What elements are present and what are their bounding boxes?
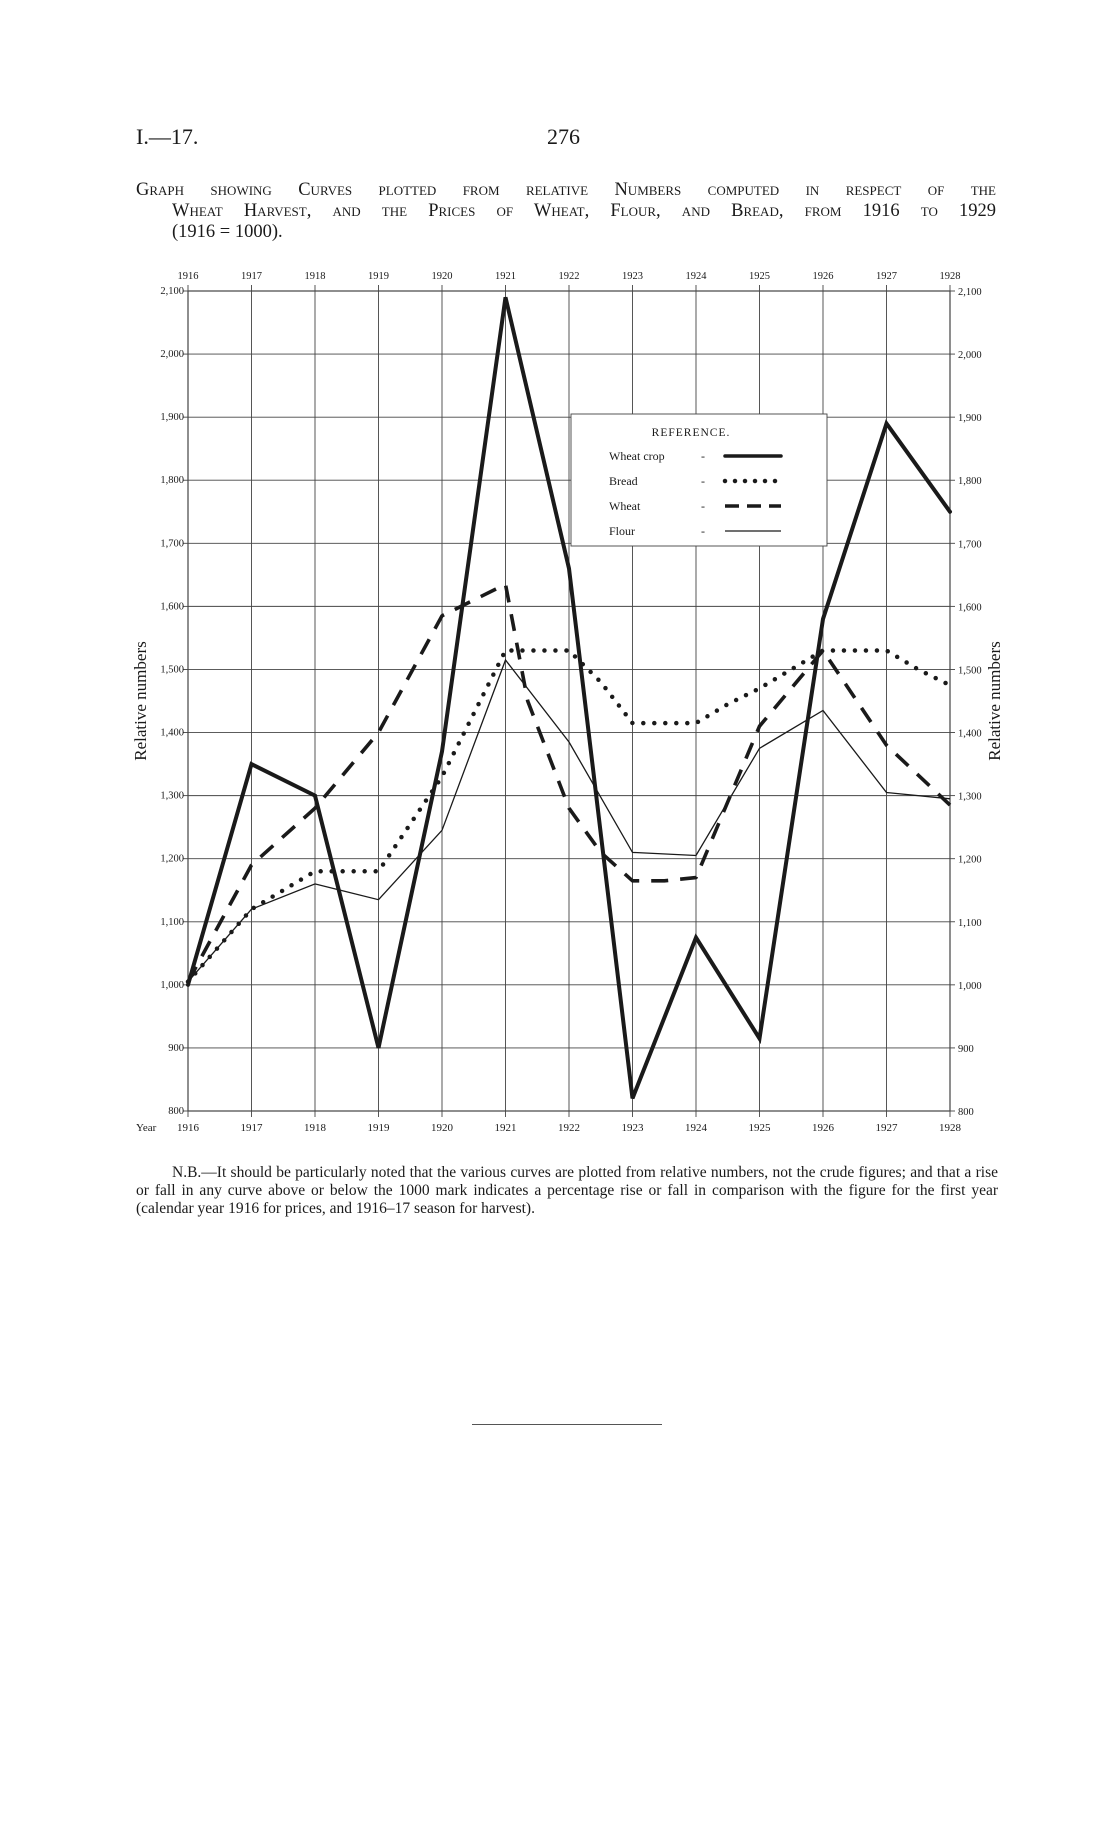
y-tick-label-right: 2,100 — [958, 287, 982, 298]
legend-dash: - — [701, 449, 705, 463]
y-tick-label-right: 1,100 — [958, 917, 982, 929]
y-tick-label-left: 2,100 — [160, 286, 184, 297]
page-number: 276 — [547, 124, 580, 149]
x-tick-label-bottom: 1925 — [748, 1122, 771, 1134]
title-line-3: (1916 = 1000). — [172, 222, 283, 242]
y-tick-label-left: 800 — [168, 1106, 184, 1117]
y-tick-label-right: 1,500 — [958, 665, 982, 677]
y-tick-label-right: 1,400 — [958, 728, 982, 740]
legend-dash: - — [701, 499, 705, 513]
title-line-1: Graph showing Curves plotted from relative Numbers computed in respect of the — [136, 180, 997, 200]
footnote: N.B.—It should be particularly noted that the various curves are plotted from relative numbers, not the crude figures; and that a rise or fall in any curve above or below the 1000 mark indicates a percentage rise or fall in comparison with the figure for the first year (calendar year 1916 for prices, and 1916–17 season for harvest). — [136, 1164, 998, 1217]
x-tick-label-bottom: 1923 — [621, 1122, 644, 1134]
y-tick-label-left: 1,200 — [160, 853, 184, 865]
y-tick-label-left: 1,300 — [160, 790, 184, 802]
y-tick-label-right: 1,800 — [958, 476, 982, 488]
x-tick-label-top: 1924 — [685, 271, 707, 282]
x-tick-label-bottom: 1922 — [558, 1122, 580, 1134]
y-tick-label-right: 1,900 — [958, 413, 982, 425]
y-tick-label-left: 1,700 — [160, 538, 184, 550]
x-tick-label-top: 1919 — [368, 271, 389, 282]
x-tick-label-bottom: 1927 — [875, 1122, 898, 1134]
x-tick-label-top: 1921 — [495, 271, 516, 282]
y-tick-label-right: 1,200 — [958, 854, 982, 866]
x-tick-label-bottom: 1919 — [367, 1122, 390, 1134]
x-tick-label-bottom: 1928 — [939, 1122, 961, 1134]
y-tick-label-right: 1,600 — [958, 602, 982, 614]
x-tick-label-top: 1918 — [304, 271, 326, 282]
x-tick-label-bottom: 1926 — [812, 1122, 834, 1134]
y-tick-label-left: 1,400 — [160, 727, 184, 739]
x-tick-label-top: 1925 — [749, 271, 770, 282]
y-tick-label-right: 800 — [958, 1107, 974, 1118]
x-tick-label-top: 1917 — [241, 271, 262, 282]
x-tick-label-bottom: 1921 — [494, 1122, 517, 1134]
legend-label: Bread — [609, 474, 638, 488]
y-axis-label-left: Relative numbers — [131, 641, 150, 761]
end-rule — [472, 1424, 662, 1425]
y-tick-label-right: 1,300 — [958, 791, 982, 803]
y-tick-label-right: 1,700 — [958, 539, 982, 551]
x-tick-label-top: 1922 — [558, 271, 580, 282]
x-tick-label-top: 1920 — [431, 271, 453, 282]
legend-dash: - — [701, 524, 705, 538]
x-tick-label-bottom: 1916 — [177, 1122, 199, 1134]
x-tick-label-bottom: 1917 — [240, 1122, 263, 1134]
y-tick-label-left: 2,000 — [160, 349, 184, 361]
y-axis-label-right: Relative numbers — [985, 641, 1004, 761]
legend-label: Wheat crop — [609, 449, 665, 463]
y-tick-label-left: 1,500 — [160, 664, 184, 676]
y-tick-label-left: 1,600 — [160, 601, 184, 613]
y-tick-label-right: 900 — [958, 1043, 974, 1055]
y-tick-label-left: 1,100 — [160, 916, 184, 928]
x-tick-label-top: 1916 — [177, 271, 199, 282]
x-axis-prefix: Year — [136, 1122, 157, 1134]
y-tick-label-left: 1,800 — [160, 475, 184, 487]
legend-label: Wheat — [609, 499, 641, 513]
y-tick-label-right: 1,000 — [958, 980, 982, 992]
page-reference: I.—17. — [136, 124, 199, 149]
y-tick-label-left: 1,000 — [160, 979, 184, 991]
y-tick-label-right: 2,000 — [958, 350, 982, 362]
x-tick-label-bottom: 1920 — [431, 1122, 453, 1134]
y-tick-label-left: 1,900 — [160, 412, 184, 424]
x-tick-label-bottom: 1924 — [685, 1122, 707, 1134]
x-tick-label-top: 1926 — [812, 271, 834, 282]
legend-label: Flour — [609, 524, 636, 538]
x-tick-label-bottom: 1918 — [304, 1122, 326, 1134]
legend-title: REFERENCE. — [651, 427, 731, 439]
legend-dash: - — [701, 474, 705, 488]
x-tick-label-top: 1928 — [939, 271, 961, 282]
x-tick-label-top: 1923 — [622, 271, 643, 282]
title-line-2: Wheat Harvest, and the Prices of Wheat, Flour, and Bread, from 1916 to 1929 — [172, 201, 996, 221]
x-tick-label-top: 1927 — [876, 271, 897, 282]
y-tick-label-left: 900 — [168, 1042, 184, 1054]
